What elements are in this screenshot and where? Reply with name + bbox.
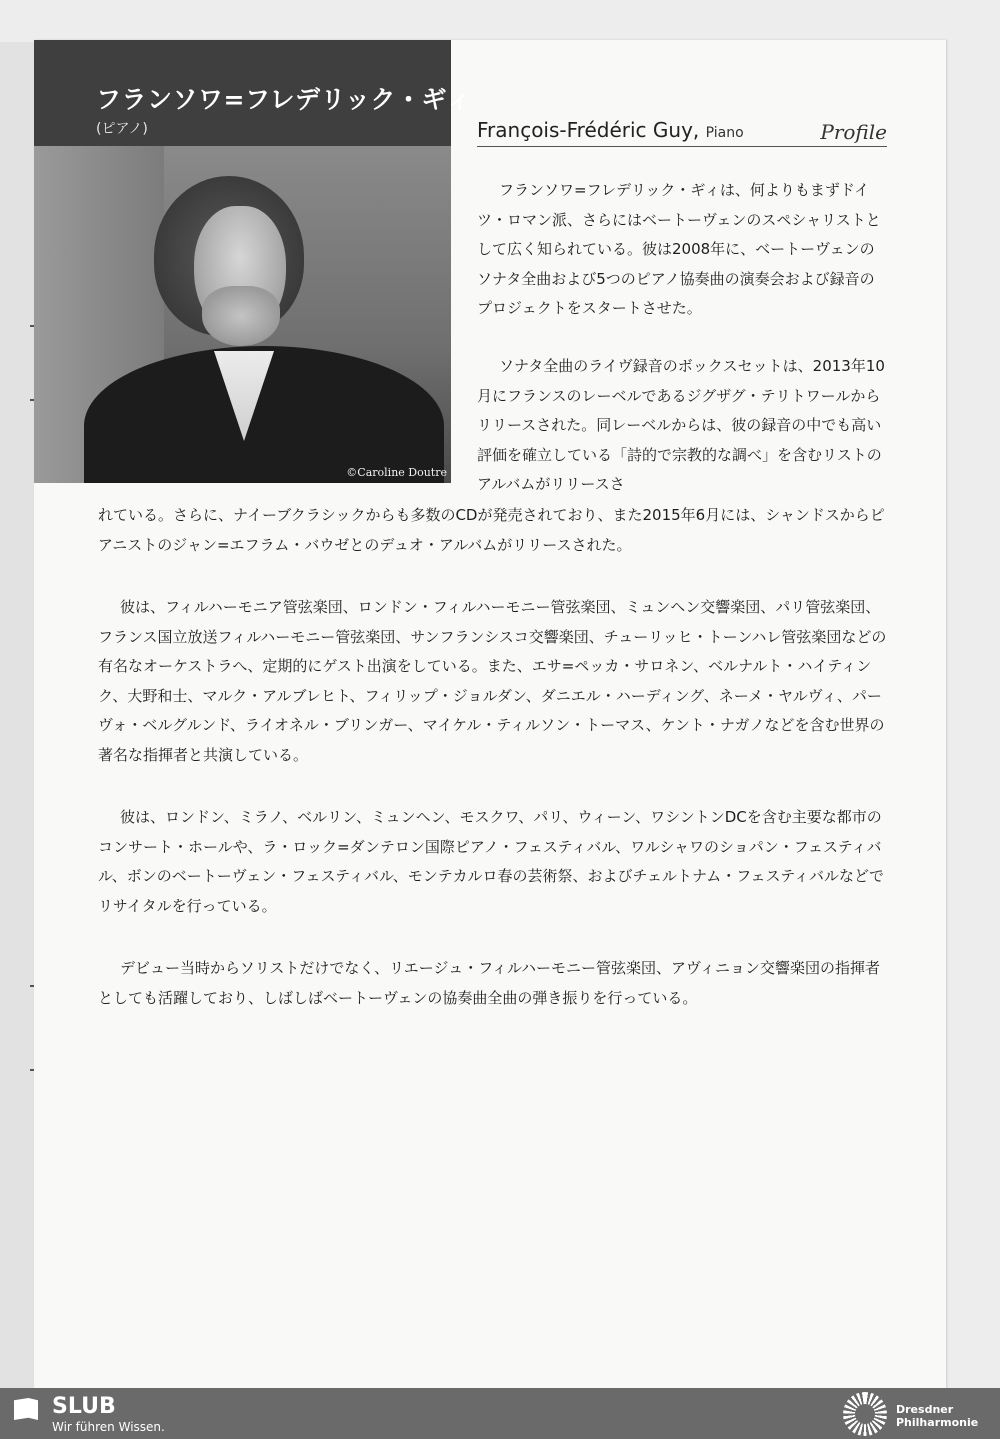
artist-name-japanese: フランソワ=フレデリック・ギィ xyxy=(96,85,472,114)
slub-book-icon xyxy=(14,1398,38,1420)
header-banner xyxy=(34,40,472,146)
paragraph-3: 彼は、フィルハーモニア管弦楽団、ロンドン・フィルハーモニー管弦楽団、ミュンヘン交響楽団、パリ管弦楽団、フランス国立放送フィルハーモニー管弦楽団、サンフランシスコ交響楽団、チューリッヒ・トーンハレ管弦楽団などの有名なオーケストラへ、定期的にゲスト出演をしている。また、エサ=ペッカ・サロネン、ベルナルト・ハイティンク、大野和士、マルク・アルブレヒト、フィリップ・ジョルダン、ダニエル・ハーディング、ネーメ・ヤルヴィ、パーヴォ・ベルグルンド、ライオネル・ブリンガー、マイケル・ティルソン・トーマス、ケント・ナガノなどを含む世界の著名な指揮者と共演している。 xyxy=(98,598,887,764)
paragraph-4: 彼は、ロンドン、ミラノ、ベルリン、ミュンヘン、モスクワ、パリ、ウィーン、ワシントンDCを含む主要な都市のコンサート・ホールや、ラ・ロック=ダンテロン国際ピアノ・フェスティバル、ワルシャワのショパン・フェスティバル、ボンのベートーヴェン・フェスティバル、モンテカルロ春の芸術祭、およびチェルトナム・フェスティバルなどでリサイタルを行っている。 xyxy=(98,808,885,915)
paragraph-5: デビュー当時からソリストだけでなく、リエージュ・フィルハーモニー管弦楽団、アヴィニョン交響楽団の指揮者としても活躍しており、しばしばベートーヴェンの協奏曲全曲の弾き振りを行っている。 xyxy=(98,959,881,1007)
slub-logo-text: SLUB xyxy=(52,1394,116,1419)
section-label: Profile xyxy=(820,120,887,144)
paragraph-2-continued: れている。さらに、ナイーブクラシックからも多数のCDが発売されており、また2015年6月には、シャンドスからピアニストのジャン=エフラム・バウゼとのデュオ・アルバムがリリースされた。 xyxy=(98,506,885,554)
slub-tagline: Wir führen Wissen. xyxy=(52,1420,165,1434)
footer-bar xyxy=(0,1388,1000,1439)
partner-name-line-1: Dresdner xyxy=(896,1403,954,1416)
artist-name-row xyxy=(477,118,887,147)
artist-portrait-photo xyxy=(34,146,451,483)
dresdner-philharmonie-logo-icon xyxy=(843,1392,887,1436)
artist-role-english: Piano xyxy=(705,125,744,141)
partner-name-line-2: Philharmonie xyxy=(896,1416,979,1429)
photo-beard xyxy=(202,286,280,346)
paragraph-1: フランソワ=フレデリック・ギィは、何よりもまずドイツ・ロマン派、さらにはベートーヴェンのスペシャリストとして広く知られている。彼は2008年に、ベートーヴェンのソナタ全曲および5つのピアノ協奏曲の演奏会および録音のプロジェクトをスタートさせた。 xyxy=(477,181,881,317)
profile-page xyxy=(34,40,946,1388)
artist-name-english-text: François-Frédéric Guy, xyxy=(477,118,700,142)
photo-credit: ©Caroline Doutre xyxy=(346,466,447,479)
artist-name-english xyxy=(477,118,744,142)
paragraph-2-start: ソナタ全曲のライヴ録音のボックスセットは、2013年10月にフランスのレーベルであるジグザグ・テリトワールからリリースされた。同レーベルからは、彼の録音の中でも高い評価を確立している「詩的で宗教的な調べ」を含むリストのアルバムがリリースさ xyxy=(477,357,885,493)
artist-role-japanese: (ピアノ) xyxy=(96,121,148,137)
facing-page-edge xyxy=(0,42,35,1388)
